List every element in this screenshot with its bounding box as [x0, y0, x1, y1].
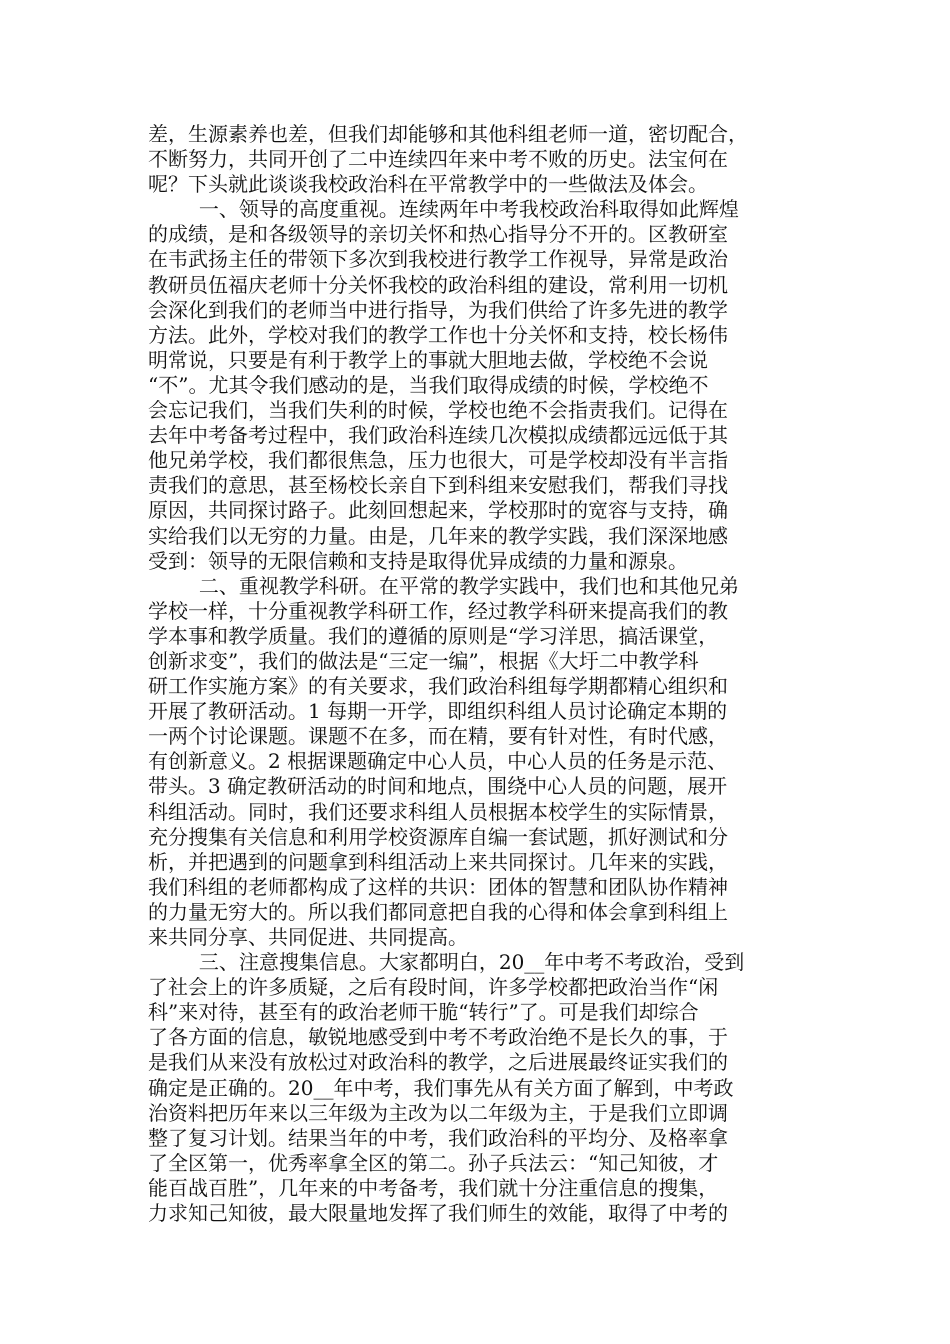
text-line: 二、重视教学科研。在平常的教学实践中，我们也和其他兄弟: [148, 573, 739, 598]
text-line: 创新求变”，我们的做法是“三定一编”，根据《大圩二中教学科: [148, 648, 699, 673]
text-line: 实给我们以无穷的力量。由是，几年来的教学实践，我们深深地感: [148, 523, 728, 548]
text-line: 原因，共同探讨路子。此刻回想起来，学校那时的宽容与支持，确: [148, 498, 728, 523]
text-line: “不”。尤其令我们感动的是，当我们取得成绩的时候，学校绝不: [148, 372, 709, 397]
text-line: 治资料把历年来以三年级为主改为以二年级为主，于是我们立即调: [148, 1100, 728, 1125]
text-line: 科组活动。同时，我们还要求科组人员根据本校学生的实际情景，: [148, 799, 728, 824]
text-line: 一两个讨论课题。课题不在多，而在精，要有针对性，有时代感，: [148, 724, 728, 749]
text-line: 整了复习计划。结果当年的中考，我们政治科的平均分、及格率拿: [148, 1125, 728, 1150]
text-line: 会忘记我们，当我们失利的时候，学校也绝不会指责我们。记得在: [148, 398, 728, 423]
text-line: 确定是正确的。20__年中考，我们事先从有关方面了解到，中考政: [148, 1075, 734, 1100]
text-line: 不断努力，共同开创了二中连续四年来中考不败的历史。法宝何在: [148, 147, 728, 172]
text-line: 开展了教研活动。1 每期一开学，即组织科组人员讨论确定本期的: [148, 699, 728, 724]
text-line: 有创新意义。2 根据课题确定中心人员，中心人员的任务是示范、: [148, 749, 728, 774]
text-line: 的力量无穷大的。所以我们都同意把自我的心得和体会拿到科组上: [148, 899, 728, 924]
text-line: 是我们从来没有放松过对政治科的教学，之后进展最终证实我们的: [148, 1050, 728, 1075]
text-line: 了社会上的许多质疑，之后有段时间，许多学校都把政治当作“闲: [148, 975, 719, 1000]
text-line: 明常说，只要是有利于教学上的事就大胆地去做，学校绝不会说: [148, 347, 708, 372]
text-line: 责我们的意思，甚至杨校长亲自下到科组来安慰我们，帮我们寻找: [148, 473, 728, 498]
text-line: 了全区第一，优秀率拿全区的第二。孙子兵法云：“知己知彼，才: [148, 1150, 719, 1175]
text-line: 在韦武扬主任的带领下多次到我校进行教学工作视导，异常是政治: [148, 247, 728, 272]
text-line: 一、领导的高度重视。连续两年中考我校政治科取得如此辉煌: [148, 197, 739, 222]
text-line: 学本事和教学质量。我们的遵循的原则是“学习洋思，搞活课堂，: [148, 623, 719, 648]
document-body: [148, 122, 810, 1226]
text-line: 去年中考备考过程中，我们政治科连续几次模拟成绩都远远低于其: [148, 423, 728, 448]
text-line: 能百战百胜”，几年来的中考备考，我们就十分注重信息的搜集，: [148, 1175, 719, 1200]
text-line: 受到：领导的无限信赖和支持是取得优异成绩的力量和源泉。: [148, 548, 688, 573]
text-line: 他兄弟学校，我们都很焦急，压力也很大，可是学校却没有半言指: [148, 448, 728, 473]
text-line: 研工作实施方案》的有关要求，我们政治科组每学期都精心组织和: [148, 674, 728, 699]
text-line: 析，并把遇到的问题拿到科组活动上来共同探讨。几年来的实践，: [148, 849, 728, 874]
text-line: 的成绩，是和各级领导的亲切关怀和热心指导分不开的。区教研室: [148, 222, 728, 247]
text-line: 三、注意搜集信息。大家都明白，20__年中考不考政治，受到: [148, 950, 745, 975]
text-line: 呢？下头就此谈谈我校政治科在平常教学中的一些做法及体会。: [148, 172, 708, 197]
text-line: 带头。3 确定教研活动的时间和地点，围绕中心人员的问题，展开: [148, 774, 728, 799]
text-line: 了各方面的信息，敏锐地感受到中考不考政治绝不是长久的事，于: [148, 1025, 728, 1050]
text-line: 方法。此外，学校对我们的教学工作也十分关怀和支持，校长杨伟: [148, 322, 728, 347]
text-line: 会深化到我们的老师当中进行指导，为我们供给了许多先进的教学: [148, 297, 728, 322]
text-line: 教研员伍福庆老师十分关怀我校的政治科组的建设，常利用一切机: [148, 272, 728, 297]
text-line: 学校一样，十分重视教学科研工作，经过教学科研来提高我们的教: [148, 598, 728, 623]
text-line: 充分搜集有关信息和利用学校资源库自编一套试题，抓好测试和分: [148, 824, 728, 849]
text-line: 来共同分享、共同促进、共同提高。: [148, 925, 468, 949]
text-line: 科”来对待，甚至有的政治老师干脆“转行”了。可是我们却综合: [148, 1000, 699, 1025]
text-line: 差，生源素养也差，但我们却能够和其他科组老师一道，密切配合，: [148, 122, 748, 146]
text-line: 我们科组的老师都构成了这样的共识：团体的智慧和团队协作精神: [148, 874, 728, 899]
text-line: 力求知己知彼，最大限量地发挥了我们师生的效能，取得了中考的: [148, 1201, 728, 1226]
